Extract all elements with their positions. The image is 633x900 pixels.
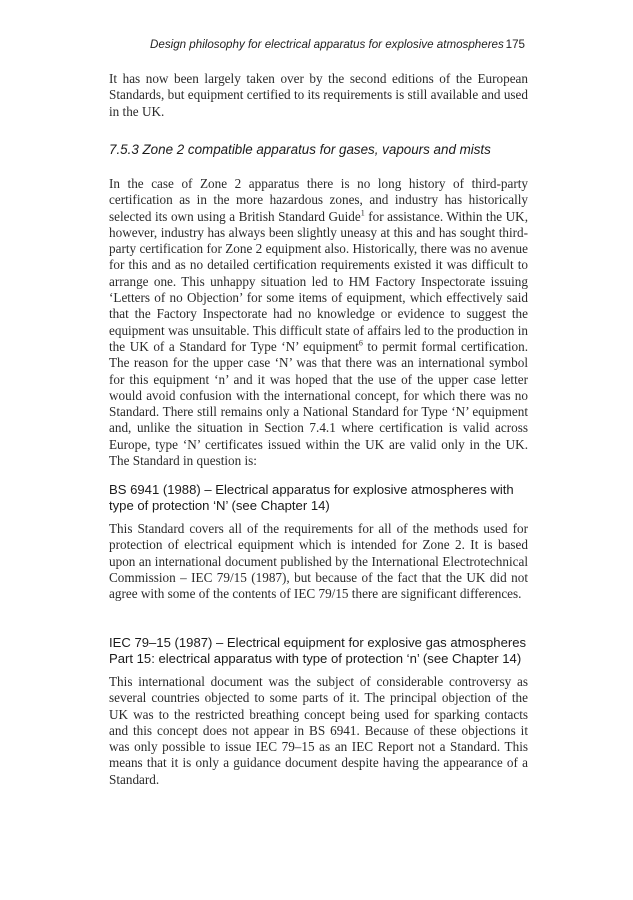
running-header [150, 38, 525, 51]
iec79-15-paragraph: This international document was the subject of considerable controversy as several countries objected to some parts of it. The principal objection of the UK was to the restricted breathing concept being used for sparking contacts and this concept does not appear in BS 6941. Because of these objections it was only possible to issue IEC 79–15 as an IEC Report not a Standard. This means that it is only a guidance document despite having the appearance of a Standard. [109, 674, 528, 787]
iec79-15-heading-line1: IEC 79–15 (1987) – Electrical equipment for explosive gas atmospheres [109, 635, 527, 650]
bs6941-paragraph: This Standard covers all of the requirements for all of the methods used for protection of electrical equipment which is intended for Zone 2. It is based upon an international document published by the International Electrotechnical Commission – IEC 79/15 (1987), but because of the fact that the UK did not agree with some of the contents of IEC 79/15 there are significant differences. [109, 521, 528, 602]
footnote-ref-6: 6 [358, 338, 363, 348]
section-text-part2: for assistance. Within the UK, however, industry has always been slightly uneasy at this and has sought third-party certification for Zone 2 equipment also. Historically, there was no avenue for this and as no detailed certification requirements existed it was difficult to arrange one. This unhappy situation led to HM Factory Inspectorate issuing ‘Letters of no Objection’ for some items of equipment, which effectively said that the Factory Inspectorate had no knowledge or evidence to suggest the equipment was unsuitable. This difficult state of affairs led to the production in the UK of a Standard for Type ‘N’ equipment [109, 208, 528, 354]
section-text-part1: In the case of Zone 2 apparatus there is no long history of third-party certification as in the more hazardous zones, and industry has historically selected its own using a British Standard Guide [109, 176, 528, 224]
section-text-part3: to permit formal certification. The reason for the upper case ‘N’ was that there was an international symbol for this equipment ‘n’ and it was hoped that the use of the upper case letter would avoid confusion with the international concept, for which there was no Standard. There still remains only a National Standard for Type ‘N’ equipment and, unlike the situation in Section 7.4.1 where certification is valid across Europe, type ‘N’ certificates issued within the UK are valid only in the UK. The Standard in question is: [109, 338, 528, 469]
iec79-15-heading [109, 635, 539, 668]
page-number: 175 [505, 38, 525, 51]
running-title: Design philosophy for electrical apparatus for explosive atmospheres [150, 38, 504, 51]
bs6941-heading: BS 6941 (1988) – Electrical apparatus for explosive atmospheres with type of protection ‘N’ (see Chapter 14) [109, 482, 514, 514]
iec79-15-heading-line2: Part 15: electrical apparatus with type of protection ‘n’ (see Chapter 14) [109, 651, 522, 667]
section-paragraph [109, 176, 528, 469]
intro-paragraph: It has now been largely taken over by the second editions of the European Standards, but equipment certified to its requirements is still available and used in the UK. [109, 71, 528, 119]
footnote-ref-1: 1 [360, 208, 365, 218]
section-heading: 7.5.3 Zone 2 compatible apparatus for gases, vapours and mists [109, 142, 491, 157]
